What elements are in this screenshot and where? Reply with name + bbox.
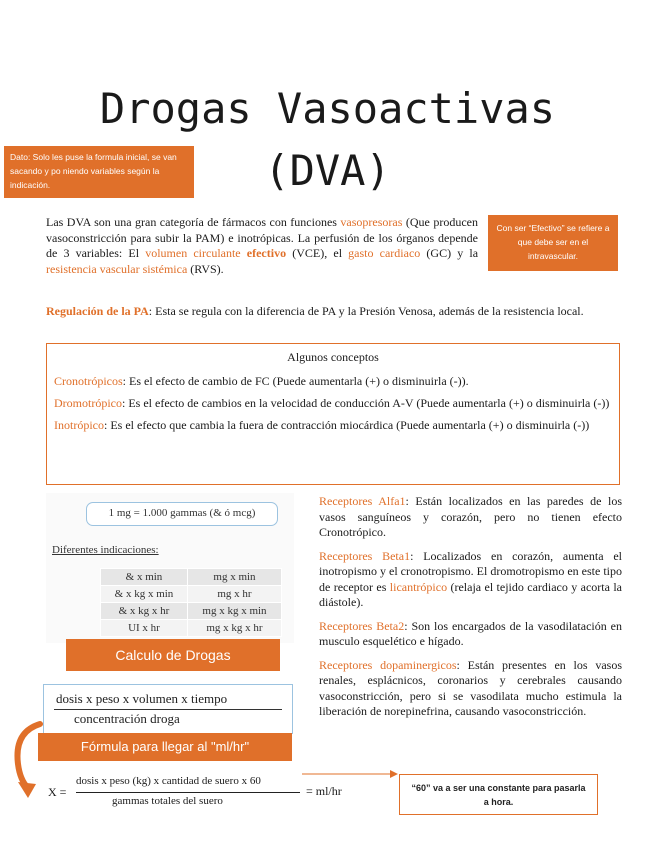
concepto-term: Cronotrópicos (54, 374, 123, 388)
term-licantropico: licantrópico (389, 579, 448, 594)
formula-lhs: X = (48, 785, 67, 799)
indicaciones-heading: Diferentes indicaciones: (52, 544, 159, 556)
table-row (101, 603, 282, 620)
table-cell: & x min (101, 569, 188, 586)
formula-x-numerator: dosis x peso (kg) x cantidad de suero x 60 (76, 775, 261, 787)
receptor-name: Receptores Beta2 (319, 618, 405, 633)
table-cell: mg x hr (187, 586, 281, 603)
receptor-name: Receptores dopaminergicos (319, 657, 457, 672)
table-cell: mg x kg x min (187, 603, 281, 620)
dato-note: Dato: Solo les puse la formula inicial, se van sacando y po niendo variables según la indicación. (4, 146, 194, 198)
conversion-box: 1 mg = 1.000 gammas (& ó mcg) (86, 502, 278, 526)
receptor-dopaminergicos (319, 658, 622, 720)
table-row (101, 620, 282, 637)
concepto-term: Inotrópico (54, 418, 104, 432)
receptor-alfa1 (319, 494, 622, 541)
table-cell: UI x hr (101, 620, 188, 637)
regulacion-label: Regulación de la PA (46, 304, 149, 318)
term-volumen: volumen circulante (145, 246, 247, 260)
formula-x-denominator: gammas totales del suero (112, 795, 223, 807)
concepto-text: : Es el efecto que cambia la fuera de contracción miocárdica (Puede aumentarla (+) o disminuirla (-)) (104, 418, 590, 432)
arrow-icon (300, 768, 400, 780)
intro-text: (RVS). (187, 261, 224, 276)
page-title: Drogas Vasoactivas (99, 84, 556, 133)
table-row (101, 586, 282, 603)
receptor-text: : Están localizados en las paredes de los vasos sanguíneos y corazón, pero no tienen efecto Cronotrópico. (319, 494, 623, 539)
regulacion-text: : Esta se regula con la diferencia de PA y la Presión Venosa, además de la resistencia local. (148, 304, 584, 318)
receptor-text: (relaja el tejido cardiaco y acorta la diástole). (319, 579, 622, 609)
receptor-text: : Localizados en corazón, aumenta el inotropismo y el cronotropismo. El dromotropismo en este tipo de receptor es (319, 548, 622, 594)
receptor-name: Receptores Alfa1 (319, 494, 406, 508)
indicaciones-table (100, 568, 282, 637)
conceptos-heading: Algunos conceptos (287, 350, 379, 364)
formula-box (43, 684, 293, 734)
receptor-text: : Están presentes en los vasos renales, esplácnicos, coronarios y cerebrales causando vasoconstricción, pero si se vasodilata mucho estimula la liberación de norepinefrina, causando vasoconstricción. (319, 657, 622, 718)
intro-text: (GC) y la (420, 246, 479, 260)
term-gasto: gasto cardiaco (348, 246, 421, 260)
concepto-inotropico (54, 417, 612, 433)
table-cell: & x kg x hr (101, 603, 188, 620)
intro-text: (Que producen vasoconstricción para subir la PAM) e inotrópicas. La perfusión de los órganos depende de 3 variables: El (46, 215, 478, 260)
intro-text: (VCE), el (286, 246, 349, 260)
curved-arrow-icon (6, 718, 46, 800)
formula-rhs: = ml/hr (306, 784, 342, 798)
intro-paragraph (46, 215, 478, 277)
term-efectivo: efectivo (246, 246, 287, 260)
sesenta-note: “60” va a ser una constante para pasarla a hora. (399, 774, 598, 815)
concepto-text: : Es el efecto de cambio de FC (Puede aumentarla (+) o disminuirla (-)). (122, 374, 469, 388)
receptor-name: Receptores Beta1 (319, 548, 411, 563)
conceptos-box (46, 343, 620, 485)
regulacion-paragraph (46, 304, 622, 320)
concepto-dromotropico (54, 395, 612, 411)
term-vasopresoras: vasopresoras (340, 215, 403, 229)
formula-numerator: dosis x peso x volumen x tiempo (56, 691, 228, 706)
receptor-beta1 (319, 549, 622, 611)
intro-text: Las DVA son una gran categoría de fármacos con funciones (46, 215, 341, 229)
efectivo-note: Con ser “Efectivo” se refiere a que debe ser en el intravascular. (488, 215, 618, 271)
receptor-text: : Son los encargados de la vasodilatación en musculo esquelético e hígado. (319, 618, 622, 648)
fraction-line (76, 792, 300, 793)
term-resistencia: resistencia vascular sistémica (46, 261, 188, 276)
table-row (101, 569, 282, 586)
receptores-list (319, 494, 622, 720)
concepto-cronotropico (54, 373, 612, 389)
table-cell: mg x kg x hr (187, 620, 281, 637)
formula-denominator: concentración droga (74, 711, 180, 726)
calculo-label: Calculo de Drogas (66, 639, 280, 671)
concepto-text: : Es el efecto de cambios en la velocidad de conducción A-V (Puede aumentarla (+) o disminuirla (-)) (122, 396, 610, 410)
concepto-term: Dromotrópico (54, 396, 122, 410)
table-cell: mg x min (187, 569, 281, 586)
fraction-line (54, 709, 282, 710)
table-cell: & x kg x min (101, 586, 188, 603)
receptor-beta2 (319, 619, 622, 650)
formula-label: Fórmula para llegar al "ml/hr" (38, 733, 292, 761)
page-subtitle: (DVA) (264, 146, 391, 195)
